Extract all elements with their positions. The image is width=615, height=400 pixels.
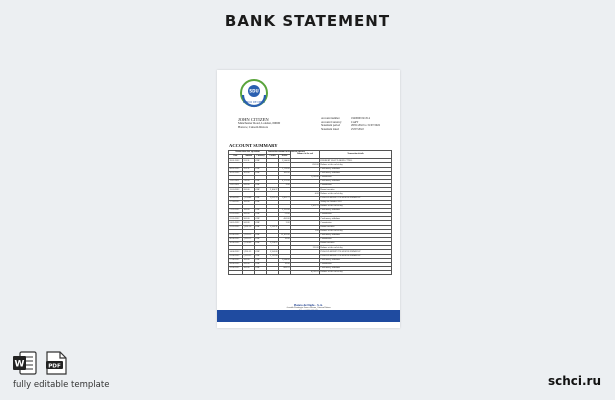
table-cell: 806.10 [279,266,291,270]
table-cell: 14.06.2022 [229,250,243,254]
table-cell: 200.00 [243,184,255,188]
table-cell: 1,526.31 [267,225,279,229]
table-cell: 1,901.53 [243,250,255,254]
table-cell: GBP [255,242,267,246]
format-icons [12,351,67,375]
tagline: fully editable template [13,380,110,390]
table-cell: HERBERT LLOYD ODELL TTKA [320,159,392,163]
table-cell: 05.06.2022 [229,233,243,237]
account-info-value: 25/07/2022 [351,127,364,131]
header-date: Date [229,155,243,159]
account-info-value: 1920000 021314 [351,117,370,120]
table-cell: 162.00 [243,171,255,175]
table-cell: GBP [255,213,267,217]
footer-band [217,310,400,322]
table-cell: 28.01.2022 [229,159,243,163]
table-cell: 300.00 [243,266,255,270]
table-cell: 1,303.13 [243,233,255,237]
header-balance: Balance at the end [291,151,320,159]
header-credits: Credits [267,155,279,159]
table-cell: Commission [320,221,392,225]
table-cell: 2,356.00 [267,250,279,254]
table-cell: 22.05.2022 [229,213,243,217]
table-cell: 1,054.48 [243,196,255,200]
table-cell: 08.02.2022 [229,167,243,171]
table-cell: Bonus incentive [320,225,392,229]
table-cell: 1,010.00 [291,175,320,179]
table-cell: Bonus incentive [320,188,392,192]
table-cell: GBP [255,254,267,258]
table-cell: GBP [255,262,267,266]
table-cell: 1,001.10 [243,225,255,229]
table-cell: Commission [320,175,392,179]
table-cell: GBP [255,225,267,229]
account-info-value: CAPT [351,120,359,124]
table-cell: GBP [255,200,267,204]
table-cell: 9.00 [279,184,291,188]
table-cell: 331.31 [243,167,255,171]
table-cell: 1.00 [291,229,320,233]
table-cell: Bonus incentive [320,242,392,246]
table-cell: GBP [255,159,267,163]
table-cell: 2.00 [279,221,291,225]
table-cell: Card money withdraw [320,266,392,270]
table-cell: 2,244.00 [279,159,291,163]
table-cell: Card money withdraw [320,258,392,262]
table-cell: Card money withdraw [320,233,392,237]
table-cell: Card money withdraw [320,208,392,212]
account-summary-title: ACCOUNT SUMMARY [229,143,278,148]
account-info-label: Account Currency [321,120,342,124]
table-cell: 22.05.2022 [229,217,243,221]
table-cell: 3,044.00 [279,258,291,262]
site-name: schci.ru [547,374,601,388]
header-amount: Amount [243,155,255,159]
table-cell: Balance at the end of day [320,163,392,167]
table-cell: 17.04.2022 [229,200,243,204]
table-cell: 4,010.10 [291,271,320,275]
transactions-table [228,150,392,275]
table-cell: GBP [255,221,267,225]
table-cell: 300.00 [243,258,255,262]
statement-document [217,70,400,328]
table-cell: 1,100.00 [243,242,255,246]
table-cell: INWARD MONEY TRANSFER PRIMEPAY [320,254,392,258]
table-cell [243,271,255,275]
logo-text: SDU [249,88,259,94]
bank-logo-icon [239,78,269,108]
table-cell: 2,003.55 [243,254,255,258]
table-cell: 6,121.00 [279,179,291,183]
footer-address: Avenida Domingos Soares Moura, Cutsom Ristors [286,307,331,309]
word-label: W [14,359,25,370]
table-cell: 160.00 [279,171,291,175]
table-cell: 300.00 [243,217,255,221]
table-cell: 100.00 [243,200,255,204]
page-title: BANK STATEMENT [224,12,391,30]
account-info-row [321,128,380,132]
table-cell: GBP [255,179,267,183]
table-cell: GBP [255,250,267,254]
table-cell: 135.00 [291,246,320,250]
table-cell: Card money withdraw [320,167,392,171]
table-cell: 2,254.22 [267,242,279,246]
table-cell: 28.06.2022 [229,262,243,266]
table-cell [267,271,279,275]
table-cell: 11.03.2022 [229,184,243,188]
account-info-label: Statement period [321,124,341,128]
table-cell: Balance at the end of day [320,271,392,275]
table-cell: 29.06.2022 [229,266,243,270]
table-cell: INWARD MONEY TRANSFER PRIMEPAY [320,196,392,200]
table-cell: 31.00 [279,213,291,217]
header-details: Transaction details [320,151,392,159]
table-cell: 650.00 [291,163,320,167]
table-cell: 300.00 [243,213,255,217]
header-currency: Currency [256,155,265,158]
customer-name: JOHN CITIZEN [238,117,269,122]
table-cell: Salary for October 2022 [320,200,392,204]
table-cell: 10.02.2022 [229,171,243,175]
header-group-dates: Transactions date operations [229,151,267,155]
table-cell: Commission [320,237,392,241]
header-debits: Debits [279,155,291,159]
table-cell: 24.05.2022 [229,221,243,225]
table-cell: 1,562.70 [291,204,320,208]
table-cell: 500.00 [243,221,255,225]
table-cell: 2,112.00 [267,254,279,258]
account-info [321,117,380,131]
table-cell: GBP [255,233,267,237]
account-info-label: Statement dated [321,127,339,131]
customer-address-line1: Manchester Road, London, 00000 [238,121,281,125]
transactions-body [229,159,392,275]
table-cell: 10.00 [279,262,291,266]
table-cell: Balance at the end of day [320,229,392,233]
table-cell: 2,164.37 [267,188,279,192]
table-cell: Card money withdraw [320,217,392,221]
header-group-amount: Transaction amount in the current currency [267,151,306,154]
table-cell: Card money withdraw [320,171,392,175]
table-cell: 10.06.2022 [229,242,243,246]
table-cell: 1,176.00 [279,167,291,171]
table-cell: 100.00 [243,208,255,212]
table-cell: GBP [255,167,267,171]
table-cell: 10.00 [279,237,291,241]
pdf-label: PDF [48,363,61,370]
table-cell: 21.05.2022 [229,208,243,212]
table-cell: GBP [255,196,267,200]
table-cell [229,271,243,275]
table-cell: GBP [255,208,267,212]
table-cell: 2,155.00 [279,208,291,212]
table-cell: 450.00 [279,217,291,221]
table-cell: 13.03.2022 [229,188,243,192]
table-cell: GBP [255,171,267,175]
table-cell: GBP [255,258,267,262]
logo-arc-text: BANCO DE DEDO [242,101,266,104]
table-cell: 331.31 [243,159,255,163]
table-cell: Balance at the end of day [320,204,392,208]
table-cell: 4.00 [291,192,320,196]
table-cell: 1,003.13 [243,237,255,241]
table-cell: 06.06.2022 [229,237,243,241]
table-cell [255,271,267,275]
table-cell: GBP [255,237,267,241]
account-info-value: 28/01/2022 to 31/07/2022 [351,124,381,128]
table-cell: 300.00 [243,262,255,266]
table-cell: 310.00 [243,179,255,183]
table-cell: 27.06.2022 [229,258,243,262]
table-row [229,271,392,275]
table-cell: 25.06.2022 [229,254,243,258]
footer-bank-name: Banco de Dedo - S.A. [294,303,323,307]
table-cell: GBP [255,217,267,221]
table-cell: Commission [320,262,392,266]
table-cell: 200.00 [243,188,255,192]
table-cell: 25.05.2022 [229,225,243,229]
table-cell: 16.04.2022 [229,196,243,200]
table-cell: Card money withdraw [320,179,392,183]
table-cell: 13,162.00 [279,233,291,237]
customer-address-line2: Harrow, Cutsom Ristors [238,124,268,129]
word-file-icon [12,351,38,375]
table-cell: GBP [255,188,267,192]
table-cell [279,271,291,275]
table-cell: 2,053.33 [267,196,279,200]
table-cell: Commission [320,213,392,217]
table-cell: INWARD MONEY TRANSFER PRIMEPAY [320,250,392,254]
table-cell: Balance at the end of day [320,246,392,250]
table-cell: GBP [255,184,267,188]
table-cell: Commission [320,184,392,188]
table-cell: GBP [255,266,267,270]
customer-block [238,117,280,130]
table-cell: 11.03.2022 [229,179,243,183]
table-cell: Balance at the end of day [320,192,392,196]
account-info-label: Account number [321,117,340,120]
pdf-file-icon [45,351,67,375]
table-cell: 1,962.72 [279,196,291,200]
